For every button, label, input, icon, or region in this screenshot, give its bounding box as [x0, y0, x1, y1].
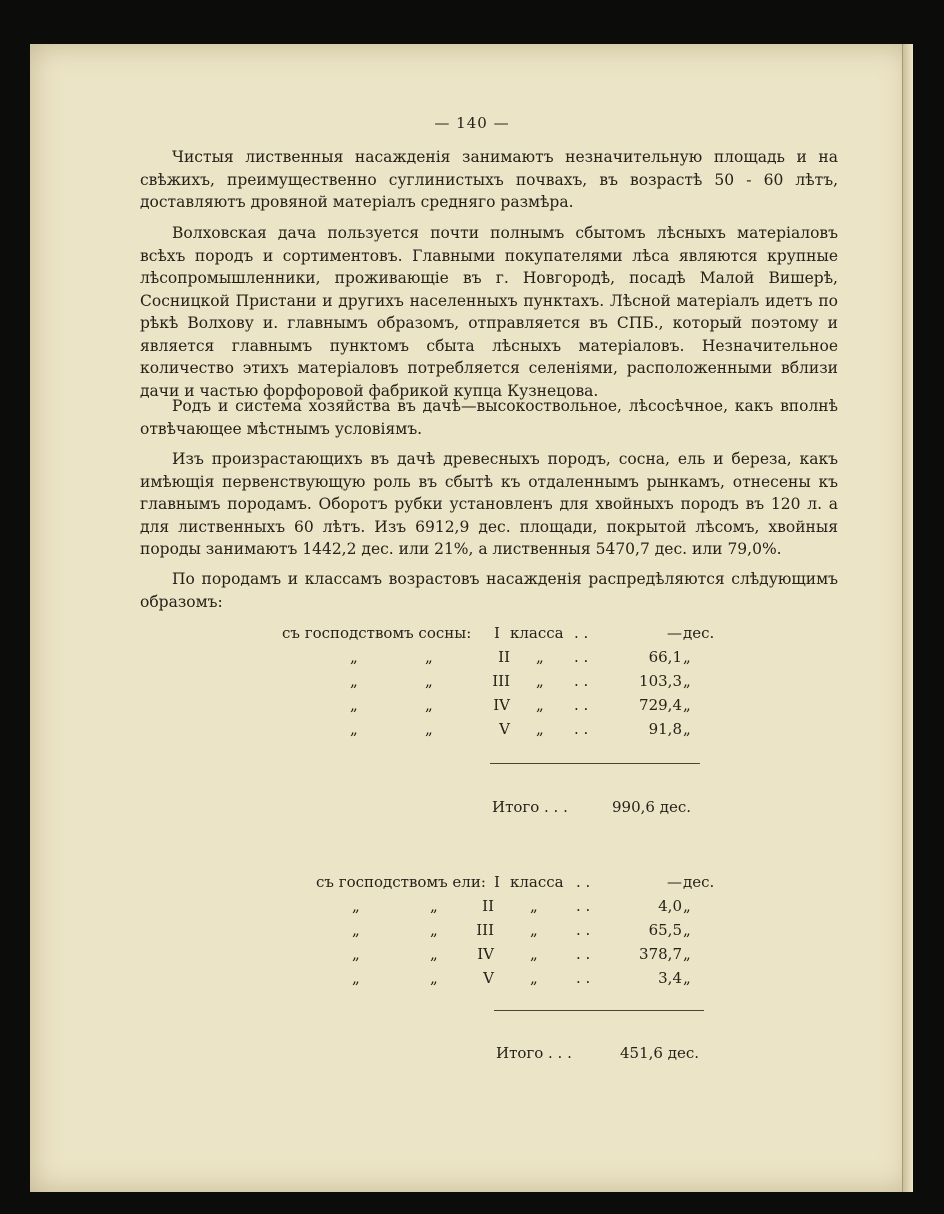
class-numeral: II — [498, 648, 510, 666]
paragraph-3: Родъ и система хозяйства въ дачѣ—высокоствольное, лѣсосѣчное, какъ вполнѣ отвѣчающее мѣстнымъ условіямъ. — [140, 397, 838, 438]
total-row — [0, 798, 944, 822]
leader-dots: . . — [574, 696, 589, 714]
table-row — [0, 624, 944, 648]
sum-rule — [490, 763, 700, 764]
total-row — [0, 1044, 944, 1068]
total-label: Итого — [492, 798, 540, 816]
area-value: 66,1 — [648, 648, 682, 666]
ditto-mark: „ — [530, 921, 538, 939]
table-row — [0, 648, 944, 672]
class-numeral: I — [494, 873, 500, 891]
ditto-mark: „ — [352, 897, 360, 915]
leader-dots: . . — [574, 648, 589, 666]
area-value: — — [667, 873, 682, 891]
area-value: 4,0 — [658, 897, 682, 915]
ditto-mark: „ — [530, 945, 538, 963]
ditto-mark: „ — [536, 696, 544, 714]
ditto-mark: „ — [536, 720, 544, 738]
total-value: 990,6 дес. — [612, 798, 691, 816]
ditto-mark: „ — [425, 720, 433, 738]
ditto-mark: „ — [425, 648, 433, 666]
class-numeral: III — [492, 672, 510, 690]
area-value: 378,7 — [639, 945, 682, 963]
class-numeral: III — [476, 921, 494, 939]
ditto-mark: „ — [350, 720, 358, 738]
paragraph-1: Чистыя лиственныя насажденія занимаютъ незначительную площадь и на свѣжихъ, преимущественно суглинистыхъ почвахъ, въ возрастѣ 50 - 60 лѣтъ, доставляютъ дровяной матеріалъ средняго размѣра. — [140, 148, 838, 211]
total-value: 451,6 дес. — [620, 1044, 699, 1062]
ditto-mark: „ — [430, 969, 438, 987]
area-value: 65,5 — [648, 921, 682, 939]
ditto-mark: „ — [683, 648, 691, 666]
ditto-mark: „ — [352, 921, 360, 939]
leader-dots: . . — [574, 624, 589, 642]
ditto-mark: „ — [536, 672, 544, 690]
table-prefix: съ господствомъ сосны: — [282, 624, 472, 642]
ditto-mark: „ — [352, 969, 360, 987]
area-value: 103,3 — [639, 672, 682, 690]
ditto-mark: „ — [683, 897, 691, 915]
leader-dots: . . — [574, 672, 589, 690]
class-word: класса — [510, 873, 564, 891]
table-row — [0, 969, 944, 993]
ditto-mark: „ — [425, 696, 433, 714]
table-row — [0, 921, 944, 945]
total-label: Итого — [496, 1044, 544, 1062]
class-numeral: IV — [477, 945, 494, 963]
book-page — [30, 44, 912, 1192]
ditto-mark: „ — [683, 696, 691, 714]
class-numeral: V — [483, 969, 494, 987]
leader-dots: . . — [576, 921, 591, 939]
paragraph-5: По породамъ и классамъ возрастовъ насажденія распредѣляются слѣдующимъ образомъ: — [140, 570, 838, 611]
class-numeral: I — [494, 624, 500, 642]
table-row — [0, 720, 944, 744]
sum-rule — [494, 1010, 704, 1011]
table-row — [0, 696, 944, 720]
class-numeral: II — [482, 897, 494, 915]
paragraph-2: Волховская дача пользуется почти полнымъ сбытомъ лѣсныхъ матеріаловъ всѣхъ породъ и сортиментовъ. Главными покупателями лѣса являются крупные лѣсопромышленники, проживающіе въ г. Новгородѣ, посадѣ Малой Вишерѣ, Сосницкой Пристани и другихъ населенныхъ пунктахъ. Лѣсной матеріалъ идетъ по рѣкѣ Волхову и. главнымъ образомъ, отправляется въ СПБ., который поэтому и является главнымъ пунктомъ сбыта лѣсныхъ матеріаловъ. Незначительное количество этихъ матеріаловъ потребляется селеніями, расположенными вблизи дачи и частью форфоровой фабрикой купца Кузнецова. — [140, 224, 838, 400]
ditto-mark: „ — [683, 921, 691, 939]
leader-dots: . . . — [544, 798, 568, 816]
page-number: — 140 — — [434, 114, 510, 132]
ditto-mark: „ — [350, 672, 358, 690]
paragraph-4: Изъ произрастающихъ въ дачѣ древесныхъ породъ, сосна, ель и береза, какъ имѣющія первенствующую роль въ сбытѣ къ отдаленнымъ рынкамъ, отнесены къ главнымъ породамъ. Оборотъ рубки установленъ для хвойныхъ породъ въ 120 л. а для лиственныхъ 60 лѣтъ. Изъ 6912,9 дес. площади, покрытой лѣсомъ, хвойныя породы занимаютъ 1442,2 дес. или 21%, а лиственныя 5470,7 дес. или 79,0%. — [140, 450, 838, 558]
area-value: 3,4 — [658, 969, 682, 987]
ditto-mark: „ — [530, 969, 538, 987]
table-prefix: съ господствомъ ели: — [316, 873, 486, 891]
ditto-mark: „ — [352, 945, 360, 963]
leader-dots: . . — [576, 897, 591, 915]
area-value: 729,4 — [639, 696, 682, 714]
ditto-mark: „ — [530, 897, 538, 915]
leader-dots: . . — [576, 969, 591, 987]
leader-dots: . . — [576, 873, 591, 891]
area-unit: дес. — [683, 624, 715, 642]
table-row — [0, 672, 944, 696]
table-row — [0, 873, 944, 897]
leader-dots: . . — [576, 945, 591, 963]
class-numeral: IV — [493, 696, 510, 714]
table-row — [0, 897, 944, 921]
ditto-mark: „ — [430, 945, 438, 963]
ditto-mark: „ — [536, 648, 544, 666]
area-value: — — [667, 624, 682, 642]
ditto-mark: „ — [425, 672, 433, 690]
class-numeral: V — [499, 720, 510, 738]
area-unit: дес. — [683, 873, 715, 891]
next-page-edge — [902, 44, 913, 1192]
ditto-mark: „ — [430, 897, 438, 915]
ditto-mark: „ — [683, 969, 691, 987]
ditto-mark: „ — [683, 945, 691, 963]
table-row — [0, 945, 944, 969]
ditto-mark: „ — [350, 648, 358, 666]
ditto-mark: „ — [683, 720, 691, 738]
leader-dots: . . — [574, 720, 589, 738]
ditto-mark: „ — [430, 921, 438, 939]
area-value: 91,8 — [648, 720, 682, 738]
leader-dots: . . . — [548, 1044, 572, 1062]
ditto-mark: „ — [350, 696, 358, 714]
class-word: класса — [510, 624, 564, 642]
ditto-mark: „ — [683, 672, 691, 690]
